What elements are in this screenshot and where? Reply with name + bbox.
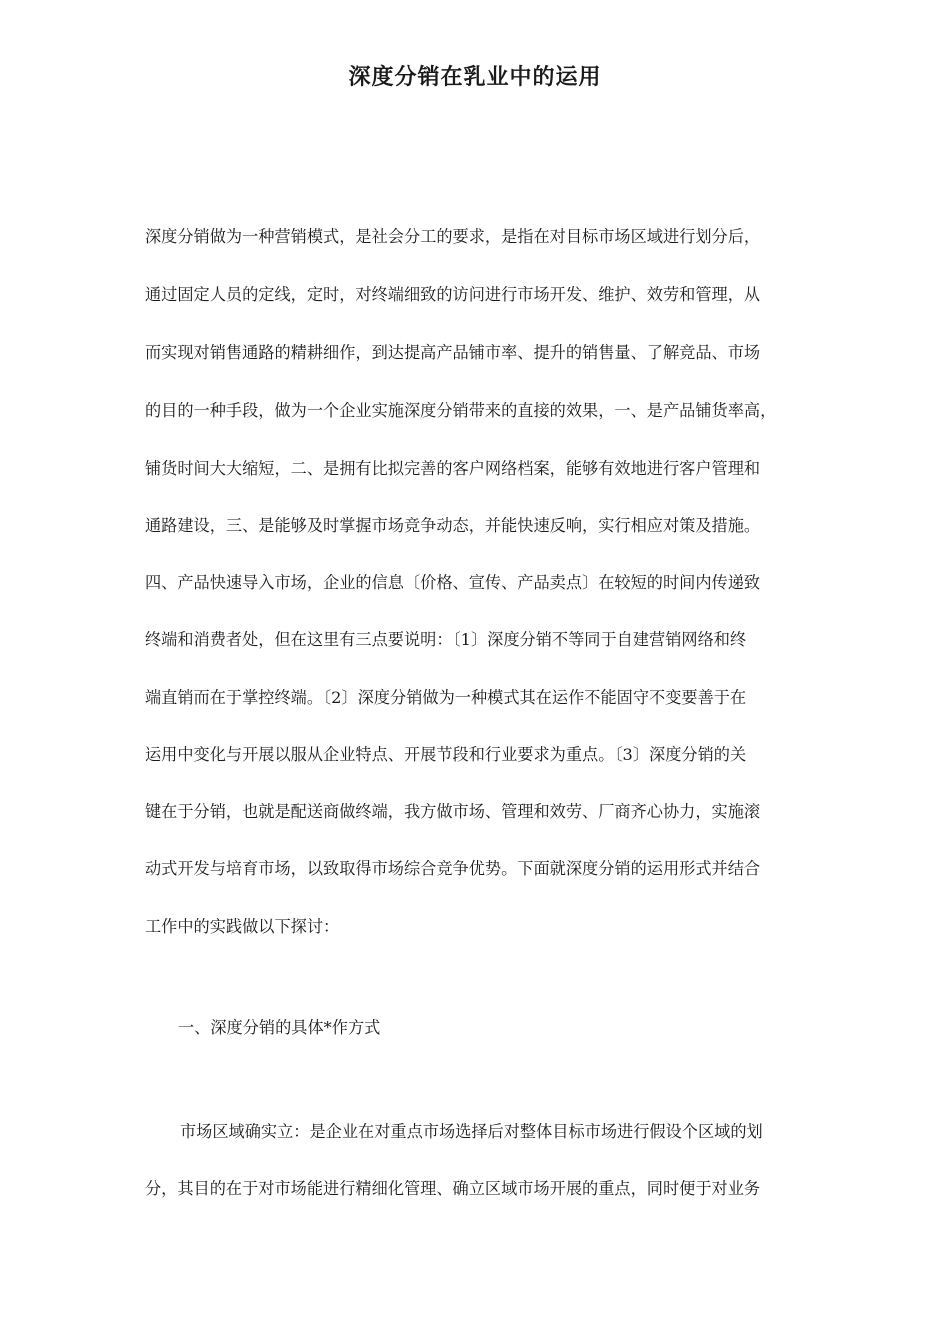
text-line: 市场区域确实立：是企业在对重点市场选择后对整体目标市场进行假设个区域的划 xyxy=(180,1122,763,1141)
text-line: 铺货时间大大缩短，二、是拥有比拟完善的客户网络档案，能够有效地进行客户管理和 xyxy=(145,459,761,478)
text-line: 键在于分销，也就是配送商做终端，我方做市场、管理和效劳、厂商齐心协力，实施滚 xyxy=(145,802,761,821)
text-line: 四、产品快速导入市场，企业的信息〔价格、宣传、产品卖点〕在较短的时间内传递致 xyxy=(145,573,761,592)
text-line: 工作中的实践做以下探讨： xyxy=(145,917,340,936)
text-line: 分，其目的在于对市场能进行精细化管理、确立区域市场开展的重点，同时便于对业务 xyxy=(145,1179,761,1198)
text-line: 动式开发与培育市场，以致取得市场综合竞争优势。下面就深度分销的运用形式并结合 xyxy=(145,859,761,878)
text-line: 通过固定人员的定线，定时，对终端细致的访问进行市场开发、维护、效劳和管理，从 xyxy=(145,285,761,304)
document-title: 深度分销在乳业中的运用 xyxy=(348,65,602,90)
text-line: 运用中变化与开展以服从企业特点、开展节段和行业要求为重点。〔3〕深度分销的关 xyxy=(145,745,747,764)
text-line: 通路建设，三、是能够及时掌握市场竞争动态，并能快速反响，实行相应对策及措施。 xyxy=(145,516,761,535)
text-line: 终端和消费者处，但在这里有三点要说明：〔1〕深度分销不等同于自建营销网络和终 xyxy=(145,630,747,649)
section-heading: 一、深度分销的具体*作方式 xyxy=(178,1018,381,1037)
text-line: 端直销而在于掌控终端。〔2〕深度分销做为一种模式其在运作不能固守不变要善于在 xyxy=(145,688,747,707)
text-line: 深度分销做为一种营销模式，是社会分工的要求，是指在对目标市场区域进行划分后， xyxy=(145,227,761,246)
text-line: 而实现对销售通路的精耕细作，到达提高产品铺市率、提升的销售量、了解竞品、市场 xyxy=(145,343,761,362)
text-line: 的目的一种手段，做为一个企业实施深度分销带来的直接的效果，一、是产品铺货率高， xyxy=(145,401,777,420)
